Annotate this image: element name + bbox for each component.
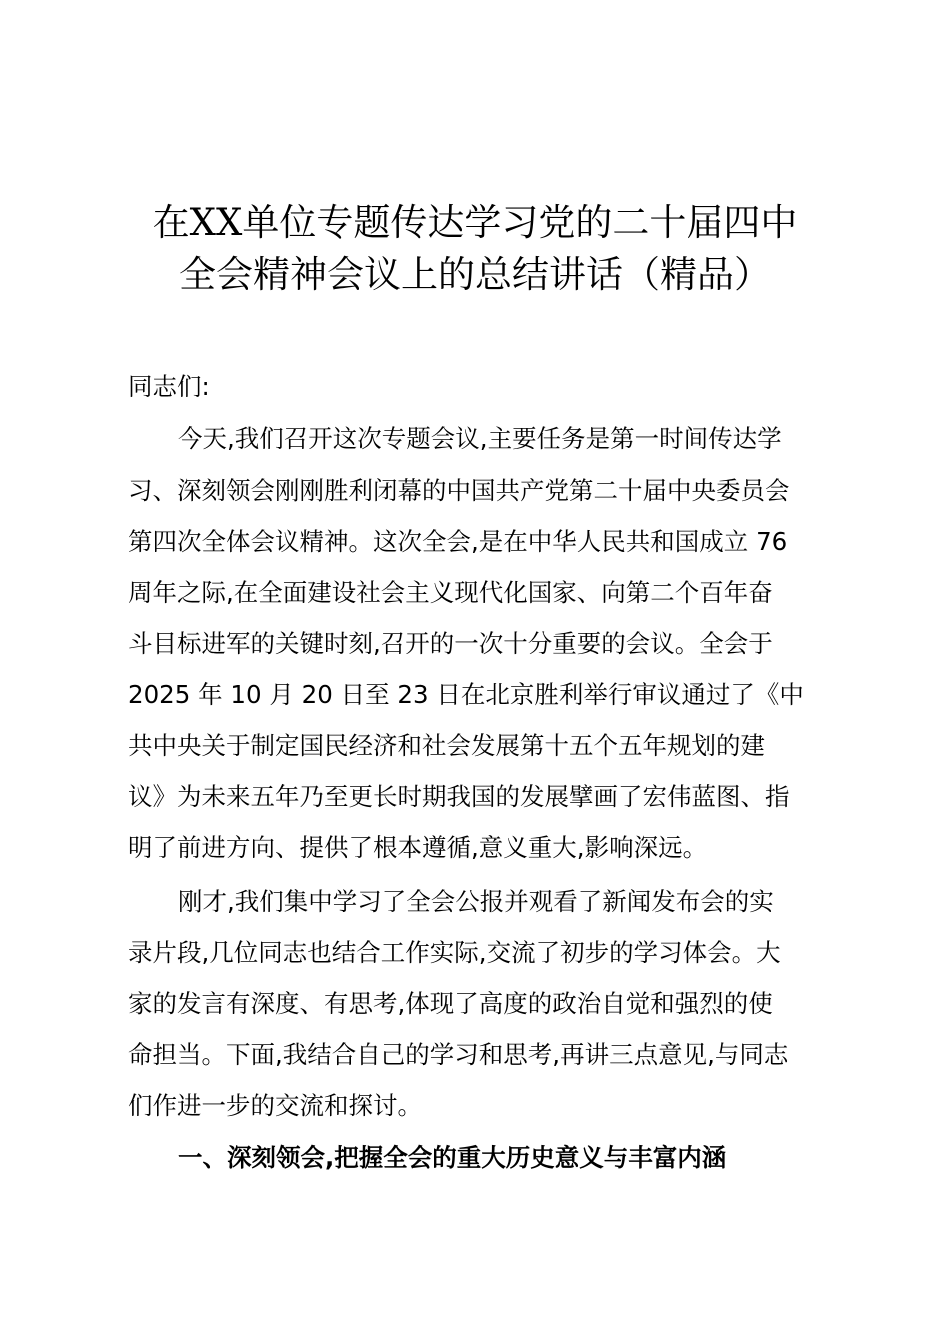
paragraph-line: 家的发言有深度、有思考,体现了高度的政治自觉和强烈的使 bbox=[128, 989, 773, 1018]
paragraph-line: 2025 年 10 月 20 日至 23 日在北京胜利举行审议通过了《中 bbox=[128, 680, 804, 709]
paragraph-line: 共中央关于制定国民经济和社会发展第十五个五年规划的建 bbox=[128, 731, 765, 760]
paragraph-line: 命担当。下面,我结合自己的学习和思考,再讲三点意见,与同志 bbox=[128, 1040, 789, 1069]
paragraph-line: 录片段,几位同志也结合工作实际,交流了初步的学习体会。大 bbox=[128, 938, 781, 967]
paragraph-line: 议》为未来五年乃至更长时期我国的发展擘画了宏伟蓝图、指 bbox=[128, 782, 790, 811]
paragraph-line: 明了前进方向、提供了根本遵循,意义重大,影响深远。 bbox=[128, 833, 708, 862]
paragraph-line: 今天,我们召开这次专题会议,主要任务是第一时间传达学 bbox=[178, 424, 782, 453]
salutation: 同志们: bbox=[128, 372, 210, 401]
title-line-1: 在XX单位专题传达学习党的二十届四中 bbox=[152, 201, 798, 244]
paragraph-line: 斗目标进军的关键时刻,召开的一次十分重要的会议。全会于 bbox=[128, 629, 773, 658]
paragraph-line: 们作进一步的交流和探讨。 bbox=[128, 1091, 422, 1120]
document-title bbox=[100, 197, 850, 301]
paragraph-line: 第四次全体会议精神。这次全会,是在中华人民共和国成立 76 bbox=[128, 527, 788, 556]
paragraph-line: 周年之际,在全面建设社会主义现代化国家、向第二个百年奋 bbox=[128, 578, 773, 607]
paragraph-line: 刚才,我们集中学习了全会公报并观看了新闻发布会的实 bbox=[178, 887, 774, 916]
section-heading: 一、深刻领会,把握全会的重大历史意义与丰富内涵 bbox=[178, 1143, 727, 1172]
paragraph-line: 习、深刻领会刚刚胜利闭幕的中国共产党第二十届中央委员会 bbox=[128, 476, 790, 505]
title-line-2: 全会精神会议上的总结讲话（精品） bbox=[179, 253, 771, 296]
